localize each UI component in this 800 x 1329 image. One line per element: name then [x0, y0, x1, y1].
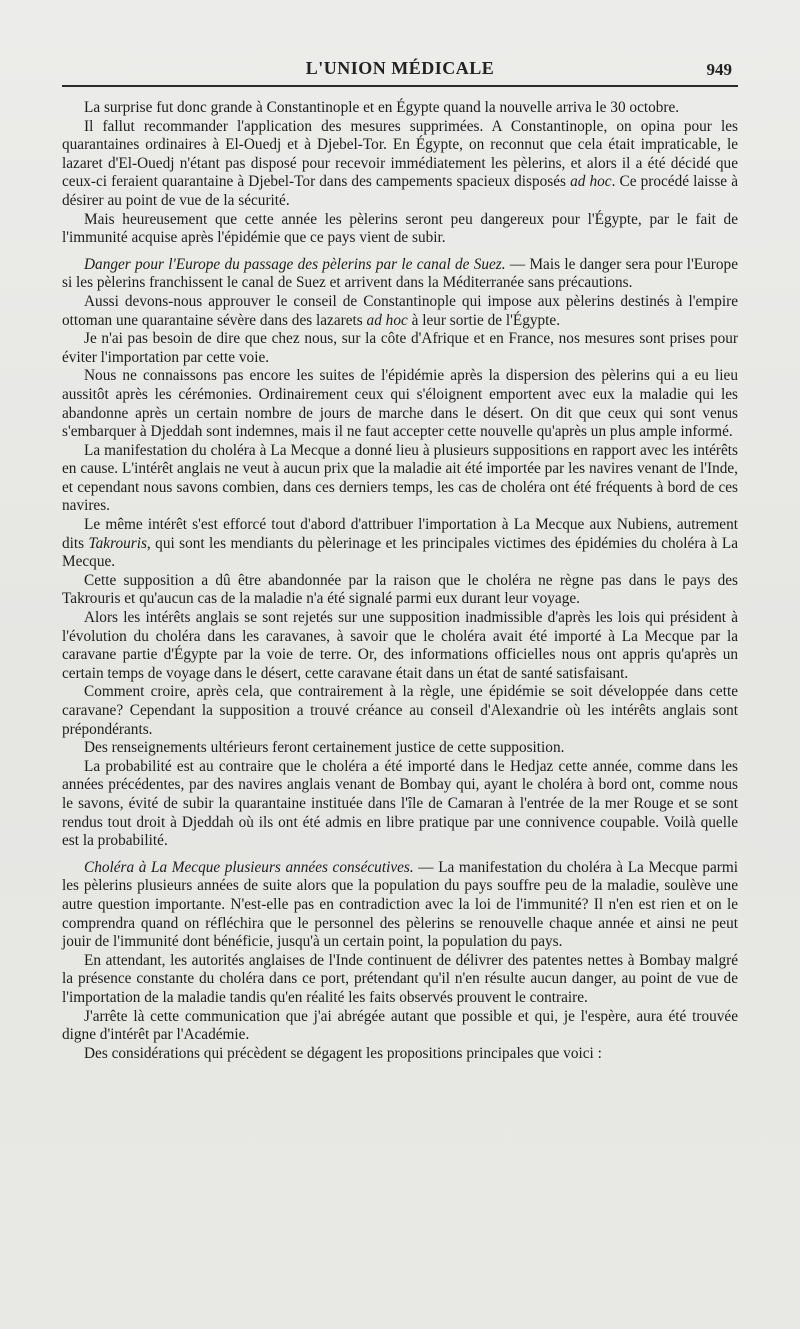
paragraph: Il fallut recommander l'application des mesures supprimées. A Constantinople, on opina pour les quarantaines ordinaires à El-Ouedj et à Djebel-Tor. En Égypte, on reconnut que cela était impraticable, le lazaret d'El-Ouedj n'étant pas disposé pour recevoir immédiatement les pèlerins, et alors il a été décidé que ceux-ci feraient quarantaine à Djebel-Tor dans des campements spacieux disposés ad hoc. Ce procédé laisse à désirer au point de vue de la sécurité. — [62, 117, 738, 209]
paragraph: Comment croire, après cela, que contrairement à la règle, une épidémie se soit développée dans cette caravane? Cependant la supposition a trouvé créance au conseil d'Alexandrie où les intérêts anglais sont prépondérants. — [62, 683, 738, 738]
paragraph: J'arrête là cette communication que j'ai abrégée autant que possible et qui, je l'espère, aura été trouvée digne d'intérêt par l'Académie. — [62, 1007, 738, 1044]
article-body — [62, 99, 738, 1063]
paragraph: La manifestation du choléra à La Mecque a donné lieu à plusieurs suppositions en rapport avec les intérêts en cause. L'intérêt anglais ne veut à aucun prix que la maladie ait été importée par les navires venant de l'Inde, et cependant nous savons combien, dans ces derniers temps, les cas de choléra ont été fréquents à bord de ces navires. — [62, 441, 738, 515]
section-paragraph: Choléra à La Mecque plusieurs années consécutives. — La manifestation du choléra à La Mecque parmi les pèlerins plusieurs années de suite alors que la population du pays souffre peu de la maladie, soulève une autre question importante. N'est-elle pas en contradiction avec la loi de l'immunité? Il n'en est rien et on le comprendra quand on réfléchira que le personnel des pèlerins se renouvelle chaque année et ainsi ne peut jouir de l'immunité dont bénéficie, jusqu'à un certain point, la population du pays. — [62, 858, 738, 951]
paragraph: En attendant, les autorités anglaises de l'Inde continuent de délivrer des patentes nettes à Bombay malgré la présence constante du choléra dans ce port, prétendant qu'il n'en résulte aucun danger, au point de vue de l'importation de la maladie tandis qu'en réalité les faits observés prouvent le contraire. — [62, 951, 738, 1006]
page-number: 949 — [706, 60, 732, 79]
paragraph: Nous ne connaissons pas encore les suites de l'épidémie après la dispersion des pèlerins qui a eu lieu aussitôt après les cérémonies. Ordinairement ceux qui s'éloignent emportent avec eux la maladie qui les abandonne après un certain nombre de jours de marche dans le désert. On dit que ceux qui sont venus s'embarquer à Djeddah sont indemnes, mais il ne faut accepter cette nouvelle qu'après un plus ample informé. — [62, 367, 738, 441]
section-heading: Danger pour l'Europe du passage des pèlerins par le canal de Suez. — [84, 255, 506, 273]
paragraph: Des renseignements ultérieurs feront certainement justice de cette supposition. — [84, 739, 565, 757]
journal-title: L'UNION MÉDICALE — [305, 58, 495, 78]
running-header — [62, 56, 738, 86]
paragraph: La probabilité est au contraire que le choléra a été importé dans le Hedjaz cette année, comme dans les années précédentes, par des navires anglais venant de Bombay qui, ayant le choléra à bord ont, comme nous le savons, évité de subir la quarantaine instituée dans l'île de Camaran à l'entrée de la mer Rouge et se sont rendus tout droit à Djeddah où ils ont été admis en libre pratique par une connivence coupable. Voilà quelle est la probabilité. — [62, 757, 738, 850]
section-heading: Choléra à La Mecque plusieurs années consécutives. — [84, 858, 414, 876]
paragraph: Aussi devons-nous approuver le conseil de Constantinople qui impose aux pèlerins destinés à l'empire ottoman une quarantaine sévère dans des lazarets ad hoc à leur sortie de l'Égypte. — [62, 292, 738, 329]
paragraph: Des considérations qui précèdent se dégagent les propositions principales que voici : — [84, 1044, 602, 1062]
section-paragraph: Danger pour l'Europe du passage des pèlerins par le canal de Suez. — Mais le danger sera pour l'Europe si les pèlerins franchissent le canal de Suez et arrivent dans la Méditerranée sans précautions. — [62, 255, 738, 292]
paragraph: La surprise fut donc grande à Constantinople et en Égypte quand la nouvelle arriva le 30 octobre. — [84, 99, 680, 116]
paragraph: Cette supposition a dû être abandonnée par la raison que le choléra ne règne pas dans le pays des Takrouris et qu'aucun cas de la maladie n'a été signalé parmi eux durant leur voyage. — [62, 571, 738, 608]
paragraph: Je n'ai pas besoin de dire que chez nous, sur la côte d'Afrique et en France, nos mesures sont prises pour éviter l'importation par cette voie. — [62, 330, 738, 366]
paragraph: Le même intérêt s'est efforcé tout d'abord d'attribuer l'importation à La Mecque aux Nubiens, autrement dits Takrouris, qui sont les mendiants du pèlerinage et les principales victimes des épidémies du choléra à La Mecque. — [62, 516, 738, 571]
paragraph: Alors les intérêts anglais se sont rejetés sur une supposition inadmissible d'après les lois qui président à l'évolution du choléra dans les caravanes, à savoir que le choléra avait été importé à La Mecque par la caravane partie d'Égypte par la voie de terre. Or, des informations officielles nous ont appris qu'après un certain temps de voyage dans le désert, cette caravane était dans un état de santé satisfaisant. — [62, 609, 738, 682]
header-rule — [62, 85, 738, 87]
paragraph: Mais heureusement que cette année les pèlerins seront peu dangereux pour l'Égypte, par le fait de l'immunité acquise après l'épidémie que ce pays vient de subir. — [62, 210, 738, 247]
